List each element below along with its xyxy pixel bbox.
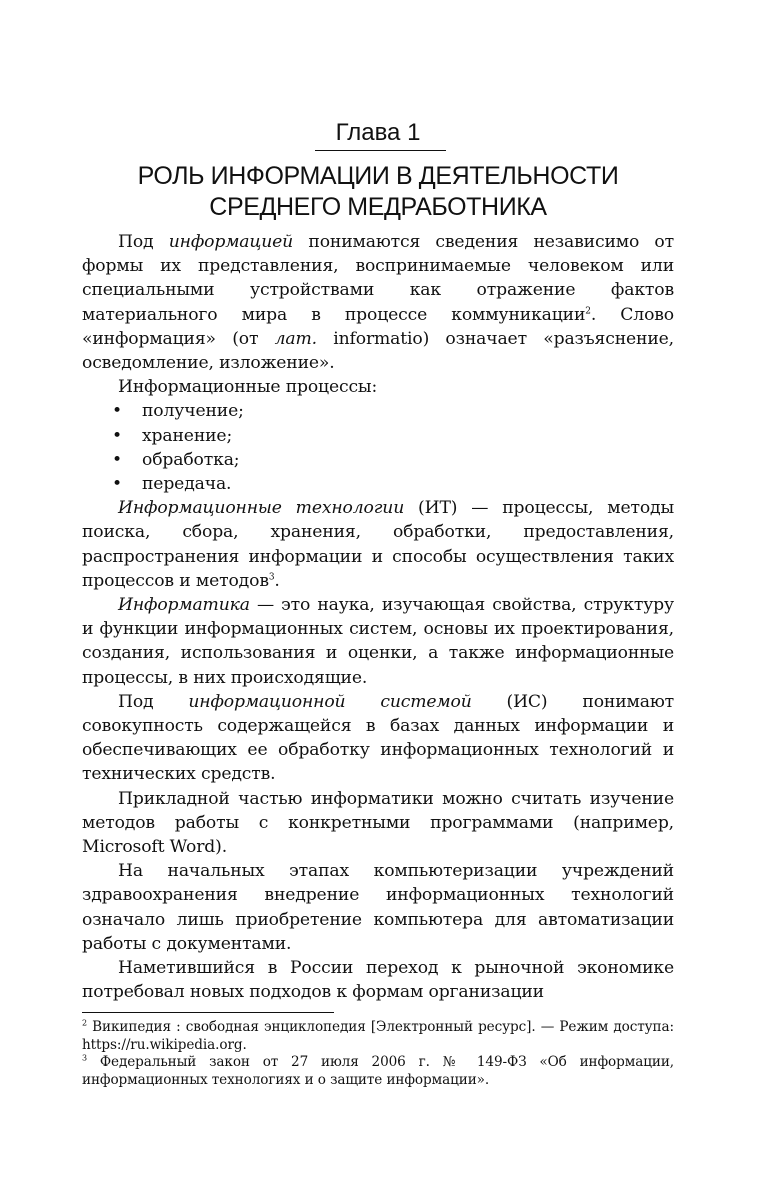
book-page (82, 0, 674, 1182)
paragraph-processes-intro: Информационные процессы: (118, 377, 378, 398)
list-item: • получение; (82, 399, 674, 423)
chapter-title-line-1: РОЛЬ ИНФОРМАЦИИ В ДЕЯТЕЛЬНОСТИ (137, 162, 619, 190)
bullet-icon: • (112, 401, 122, 422)
list-item: • передача. (82, 472, 674, 496)
chapter-label-text: Глава 1 (335, 119, 421, 146)
chapter-rule (315, 150, 446, 151)
chapter-title (82, 161, 674, 223)
bullet-icon: • (112, 474, 122, 495)
processes-list (82, 399, 674, 496)
footnote-ref: 2 (585, 305, 591, 316)
paragraph-initial-stages: На начальных этапах компьютеризации учреждений здравоохранения внедрение информационных технологий означало лишь приобретение компьютера для автоматизации работы с документами. (82, 861, 674, 954)
paragraph-informatics: Информатика — это наука, изучающая свойства, структуру и функции информационных систем, основы их проектирования, создания, использования и оценки, а также информационные процессы, в них происходящие. (82, 595, 674, 688)
footnote: $^3$ Федеральный закон от 27 июля 2006 г. № 149-ФЗ «Об информации, информационных технологиях и о защите информации». (82, 1053, 674, 1088)
list-item: • хранение; (82, 424, 674, 448)
paragraph-transition: Наметившийся в России переход к рыночной экономике потребовал новых подходов к формам организации (82, 958, 674, 1003)
footnote-ref: 3 (268, 572, 275, 583)
paragraph-information-technologies: Информационные технологии (ИТ) — процессы, методы поиска, сбора, хранения, обработки, предоставления, распространения информации и способы осуществления таких процессов и методов$^3$. (82, 498, 675, 591)
footnotes (82, 1019, 674, 1089)
paragraph-applied: Прикладной частью информатики можно считать изучение методов работы с конкретными программами (например, Microsoft Word). (82, 788, 674, 858)
bullet-icon: • (112, 449, 122, 470)
list-item: • обработка; (82, 448, 674, 472)
body-text (82, 230, 674, 1005)
footnote-rule (82, 1012, 334, 1013)
paragraph-information-system: Под информационной системой (ИС) понимают совокупность содержащейся в базах данных информации и обеспечивающих ее обработку информационных технологий и технических средств. (82, 691, 674, 785)
chapter-label (82, 119, 674, 147)
paragraph-information: Под информацией понимаются сведения независимо от формы их представления, воспринимаемые человеком или специальными устройствами как отражение фактов материального мира в процессе коммуникации$^2$. Слово «информация» (от лат. informatio) означает «разъяснение, осведомление, изложение». (82, 232, 674, 374)
chapter-title-line-2: СРЕДНЕГО МЕДРАБОТНИКА (209, 193, 547, 221)
bullet-icon: • (112, 425, 122, 446)
footnote: $^2$ Википедия : свободная энциклопедия [Электронный ресурс]. — Режим доступа: https://ru.wikipedia.org. (82, 1018, 674, 1053)
